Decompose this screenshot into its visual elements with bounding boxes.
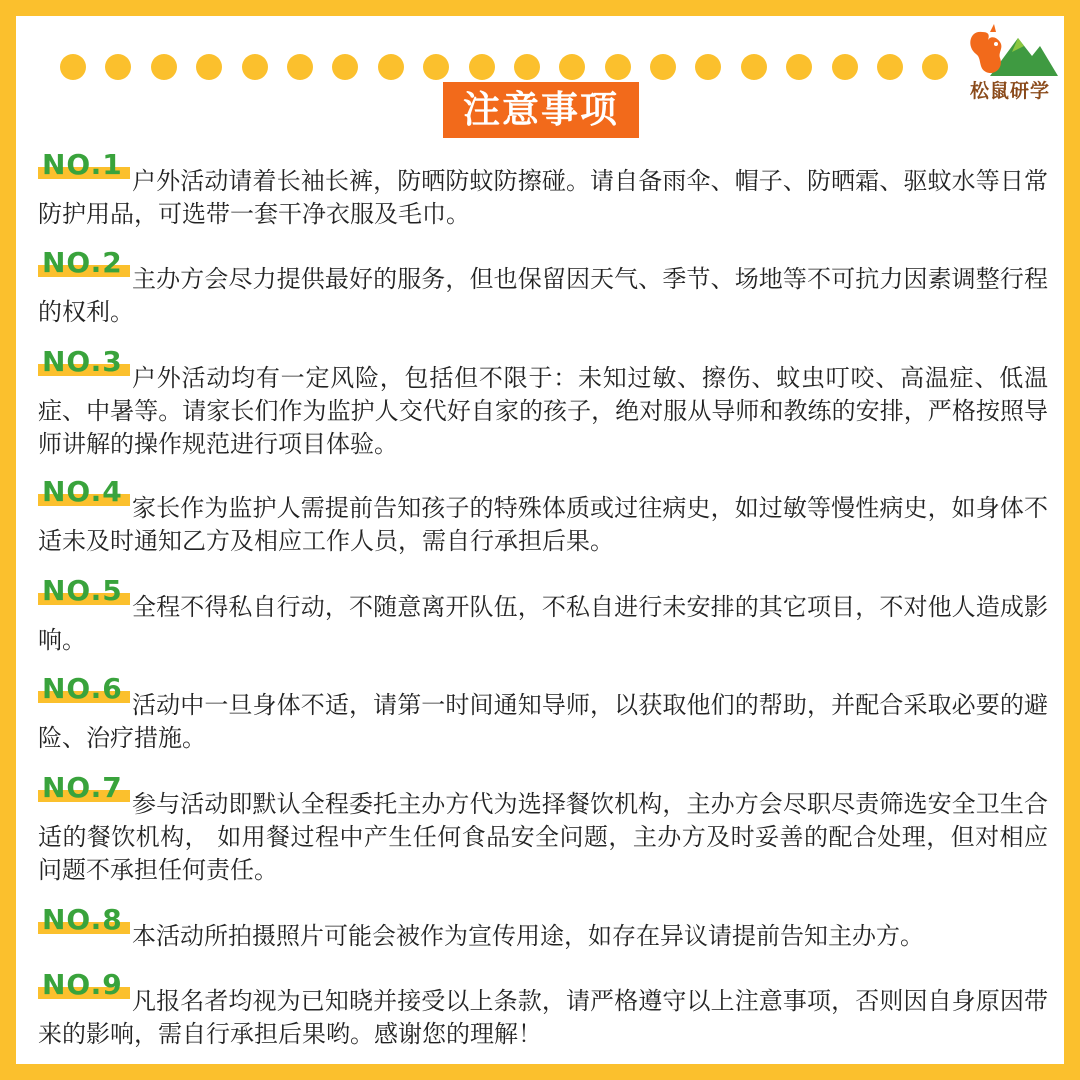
list-item xyxy=(38,771,1048,887)
item-text: 凡报名者均视为已知晓并接受以上条款，请严格遵守以上注意事项，否则因自身原因带来的影响，需自行承担后果哟。感谢您的理解！ xyxy=(38,987,1048,1048)
list-item xyxy=(38,672,1048,755)
brand-logo-text: 松鼠研学 xyxy=(969,80,1050,102)
item-number-badge xyxy=(38,969,128,1003)
item-text: 家长作为监护人需提前告知孩子的特殊体质或过往病史，如过敏等慢性病史，如身体不适未及时通知乙方及相应工作人员，需自行承担后果。 xyxy=(38,494,1048,555)
item-number: NO.2 xyxy=(42,246,123,279)
item-text: 本活动所拍摄照片可能会被作为宣传用途，如存在异议请提前告知主办方。 xyxy=(132,922,924,950)
item-text: 活动中一旦身体不适，请第一时间通知导师，以获取他们的帮助，并配合采取必要的避险、治疗措施。 xyxy=(38,691,1048,752)
item-number-badge xyxy=(38,149,128,183)
item-number-badge xyxy=(38,904,128,938)
item-number: NO.8 xyxy=(42,903,123,936)
item-number-badge xyxy=(38,476,128,510)
list-item xyxy=(38,246,1048,329)
item-text: 全程不得私自行动，不随意离开队伍，不私自进行未安排的其它项目，不对他人造成影响。 xyxy=(38,593,1048,654)
item-text: 户外活动请着长袖长裤，防晒防蚊防擦碰。请自备雨伞、帽子、防晒霜、驱蚊水等日常防护用品，可选带一套干净衣服及毛巾。 xyxy=(38,167,1048,228)
list-item xyxy=(38,903,1048,953)
item-text: 参与活动即默认全程委托主办方代为选择餐饮机构，主办方会尽职尽责筛选安全卫生合适的餐饮机构， 如用餐过程中产生任何食品安全问题，主办方及时妥善的配合处理，但对相应问题不承担任何责任。 xyxy=(38,790,1048,884)
item-number: NO.9 xyxy=(42,968,123,1001)
item-number: NO.1 xyxy=(42,148,123,181)
item-number-badge xyxy=(38,247,128,281)
list-item xyxy=(38,475,1048,558)
item-number: NO.7 xyxy=(42,771,123,804)
list-item xyxy=(38,148,1048,231)
item-number: NO.5 xyxy=(42,574,123,607)
page-title: 注意事项 xyxy=(443,82,639,138)
list-item xyxy=(38,345,1048,461)
item-text: 户外活动均有一定风险，包括但不限于：未知过敏、擦伤、蚊虫叮咬、高温症、低温症、中暑等。请家长们作为监护人交代好自家的孩子，绝对服从导师和教练的安排，严格按照导师讲解的操作规范进行项目体验。 xyxy=(38,364,1048,458)
list-item xyxy=(38,574,1048,657)
item-number-badge xyxy=(38,673,128,707)
item-number-badge xyxy=(38,772,128,806)
item-text: 主办方会尽力提供最好的服务，但也保留因天气、季节、场地等不可抗力因素调整行程的权利。 xyxy=(38,265,1048,326)
item-number: NO.6 xyxy=(42,672,123,705)
item-number-badge xyxy=(38,346,128,380)
item-number: NO.4 xyxy=(42,475,123,508)
list-item xyxy=(38,968,1048,1051)
item-number-badge xyxy=(38,575,128,609)
item-number: NO.3 xyxy=(42,345,123,378)
